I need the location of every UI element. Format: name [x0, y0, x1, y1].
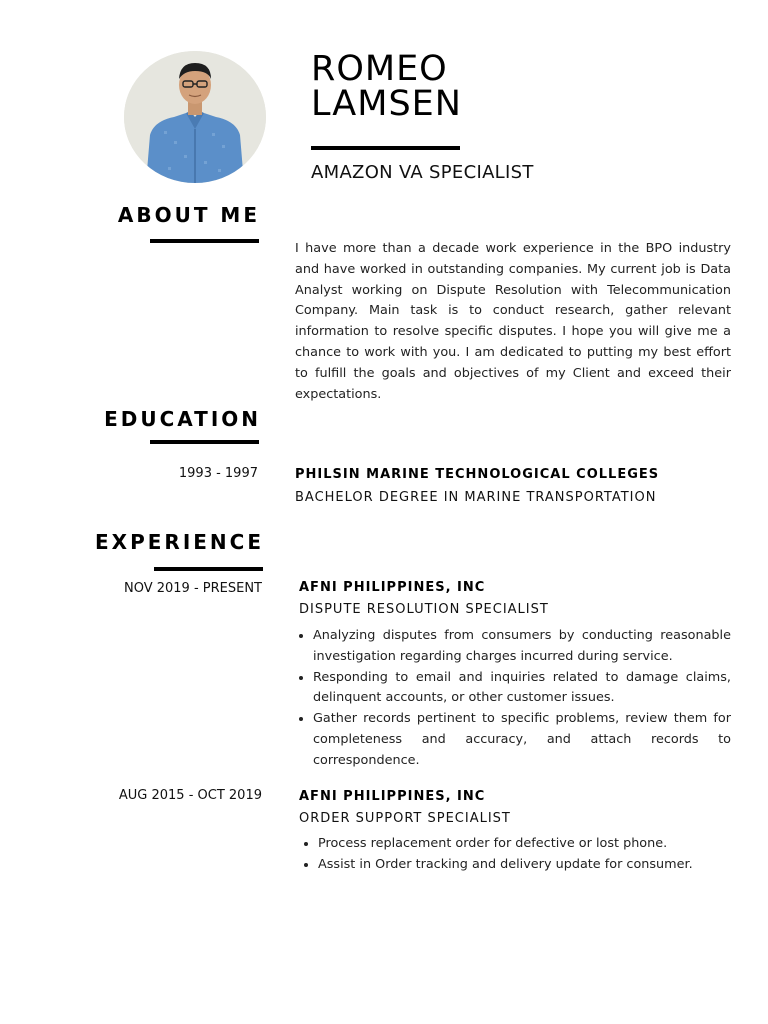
- experience-underline: [154, 567, 263, 571]
- about-underline: [150, 239, 259, 243]
- experience-bullet: • Gather records pertinent to specific problems, review them for completeness and accuracy, and attach records to correspondence.: [313, 709, 731, 771]
- experience-bullet: • Process replacement order for defective or lost phone.: [318, 834, 731, 855]
- experience-bullets: [300, 834, 731, 876]
- experience-bullets: [295, 626, 731, 772]
- person-name: [311, 49, 462, 124]
- education-degree: BACHELOR DEGREE IN MARINE TRANSPORTATION: [295, 490, 657, 505]
- last-name: LAMSEN: [311, 84, 462, 124]
- experience-bullet: • Responding to email and inquiries related to damage claims, delinquent accounts, or other customer issues.: [313, 668, 731, 710]
- name-underline: [311, 146, 460, 150]
- job-title: AMAZON VA SPECIALIST: [311, 162, 534, 183]
- experience-role: DISPUTE RESOLUTION SPECIALIST: [299, 602, 549, 617]
- experience-company: AFNI PHILIPPINES, INC: [299, 789, 486, 804]
- experience-bullet: • Analyzing disputes from consumers by conducting reasonable investigation regarding charges incurred during service.: [313, 626, 731, 668]
- first-name: ROMEO: [311, 49, 448, 89]
- experience-dates: NOV 2019 - PRESENT: [123, 581, 262, 596]
- experience-bullet: • Assist in Order tracking and delivery update for consumer.: [318, 855, 731, 876]
- experience-role: ORDER SUPPORT SPECIALIST: [299, 811, 511, 826]
- experience-heading: EXPERIENCE: [95, 530, 264, 554]
- education-underline: [150, 440, 259, 444]
- experience-dates: AUG 2015 - OCT 2019: [118, 788, 262, 803]
- about-text: I have more than a decade work experience in the BPO industry and have worked in outstanding companies. My current job is Data Analyst working on Dispute Resolution with Telecommunication Company. Main task is to conduct research, gather relevant information to resolve specific disputes. I hope you will give me a chance to work with you. I am dedicated to putting my best effort to fulfill the goals and objectives of my Client and exceed their expectations.: [295, 241, 731, 402]
- about-heading: ABOUT ME: [117, 203, 260, 227]
- experience-company: AFNI PHILIPPINES, INC: [299, 580, 486, 595]
- profile-photo: [124, 51, 266, 183]
- education-heading: EDUCATION: [104, 407, 261, 431]
- education-school: PHILSIN MARINE TECHNOLOGICAL COLLEGES: [295, 467, 660, 482]
- education-dates: 1993 - 1997: [178, 466, 258, 481]
